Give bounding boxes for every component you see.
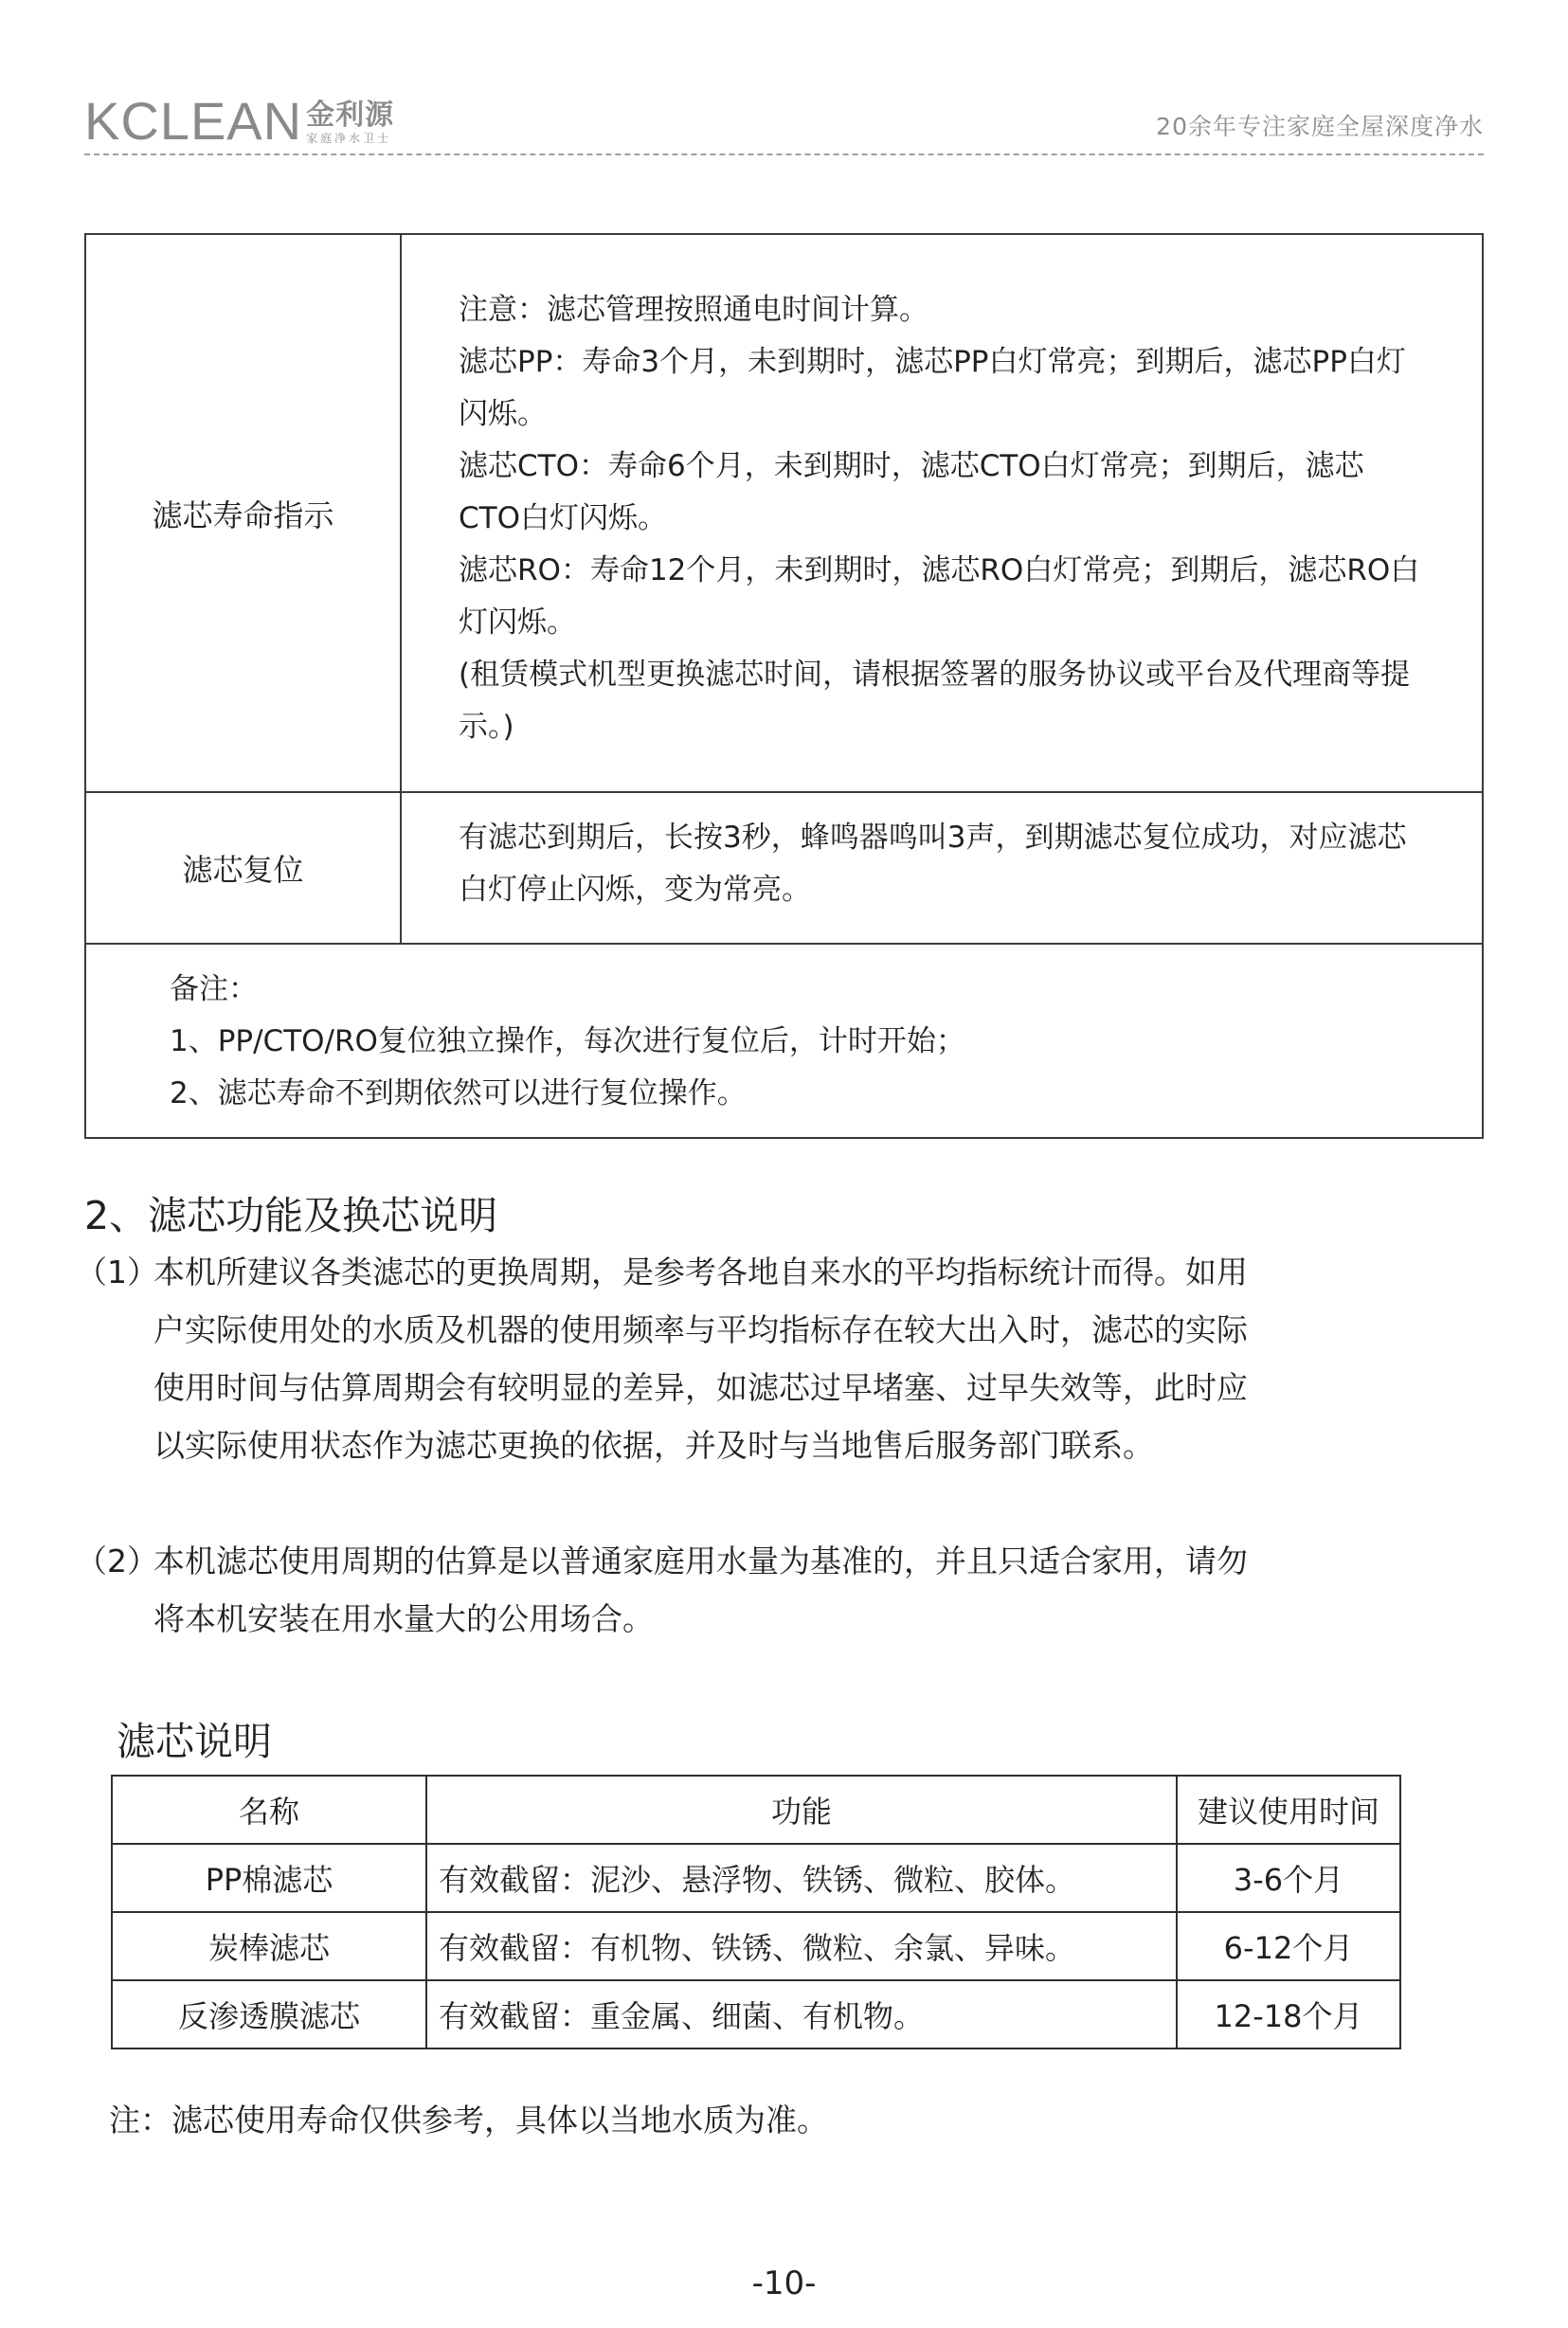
logo-tagline: 家庭净水卫士 bbox=[306, 132, 392, 145]
logo-wordmark: KCLEAN bbox=[84, 91, 303, 151]
logo-chinese-name: 金利源 bbox=[306, 99, 395, 132]
cell-duration: 12-18个月 bbox=[1177, 1980, 1400, 2048]
table-row-reset bbox=[86, 793, 1482, 945]
section-title: 2、滤芯功能及换芯说明 bbox=[84, 1193, 498, 1238]
note-item: 2、滤芯寿命不到期依然可以进行复位操作。 bbox=[170, 1076, 747, 1110]
filter-spec-table bbox=[111, 1775, 1401, 2049]
header-duration: 建议使用时间 bbox=[1177, 1776, 1400, 1844]
content-line: 有滤芯到期后，长按3秒，蜂鸣器鸣叫3声，到期滤芯复位成功，对应滤芯白灯停止闪烁，变为常亮。 bbox=[459, 821, 1407, 907]
cell-function: 有效截留：重金属、细菌、有机物。 bbox=[426, 1980, 1177, 2048]
cell-name: PP棉滤芯 bbox=[112, 1844, 426, 1912]
cell-name: 炭棒滤芯 bbox=[112, 1912, 426, 1980]
table-row-note bbox=[86, 945, 1482, 1137]
paragraph-text: 本机滤芯使用周期的估算是以普通家庭用水量为基准的，并且只适合家用，请勿将本机安装在用水量大的公用场合。 bbox=[153, 1543, 1248, 1637]
content-line: 滤芯PP：寿命3个月，未到期时，滤芯PP白灯常亮；到期后，滤芯PP白灯闪烁。 bbox=[459, 345, 1406, 431]
content-line: 滤芯RO：寿命12个月，未到期时，滤芯RO白灯常亮；到期后，滤芯RO白灯闪烁。 bbox=[459, 553, 1420, 640]
header-divider bbox=[84, 153, 1484, 155]
logo-chinese bbox=[306, 100, 394, 146]
page-number: -10- bbox=[751, 2265, 817, 2302]
row-label: 滤芯寿命指示 bbox=[86, 235, 402, 791]
filter-table-title: 滤芯说明 bbox=[117, 1719, 272, 1764]
paragraph-2 bbox=[76, 1532, 1270, 1648]
table-row bbox=[112, 1844, 1400, 1912]
note-title: 备注： bbox=[170, 972, 258, 1006]
header-slogan: 20余年专注家庭全屋深度净水 bbox=[1156, 113, 1484, 140]
row-label: 滤芯复位 bbox=[86, 793, 402, 943]
table-row bbox=[112, 1980, 1400, 2048]
footnote: 注：滤芯使用寿命仅供参考，具体以当地水质为准。 bbox=[109, 2102, 828, 2139]
table-row bbox=[112, 1912, 1400, 1980]
row-content bbox=[402, 235, 1482, 791]
note-content bbox=[86, 945, 965, 1137]
paragraph-1 bbox=[76, 1243, 1270, 1474]
cell-function: 有效截留：泥沙、悬浮物、铁锈、微粒、胶体。 bbox=[426, 1844, 1177, 1912]
content-line: (租赁模式机型更换滤芯时间，请根据签署的服务协议或平台及代理商等提示。) bbox=[459, 658, 1411, 744]
header-function: 功能 bbox=[426, 1776, 1177, 1844]
cell-function: 有效截留：有机物、铁锈、微粒、余氯、异味。 bbox=[426, 1912, 1177, 1980]
brand-logo bbox=[84, 80, 395, 151]
cell-name: 反渗透膜滤芯 bbox=[112, 1980, 426, 2048]
filter-indicator-table bbox=[84, 233, 1484, 1139]
cell-duration: 3-6个月 bbox=[1177, 1844, 1400, 1912]
table-row-life-indicator bbox=[86, 235, 1482, 793]
note-item: 1、PP/CTO/RO复位独立操作，每次进行复位后，计时开始； bbox=[170, 1024, 965, 1058]
paragraph-text: 本机所建议各类滤芯的更换周期，是参考各地自来水的平均指标统计而得。如用户实际使用处的水质及机器的使用频率与平均指标存在较大出入时，滤芯的实际使用时间与估算周期会有较明显的差异，如滤芯过早堵塞、过早失效等，此时应以实际使用状态作为滤芯更换的依据，并及时与当地售后服务部门联系。 bbox=[153, 1254, 1248, 1464]
cell-duration: 6-12个月 bbox=[1177, 1912, 1400, 1980]
table-header-row bbox=[112, 1776, 1400, 1844]
paragraph-number: （1） bbox=[76, 1254, 158, 1290]
header-name: 名称 bbox=[112, 1776, 426, 1844]
row-content bbox=[402, 793, 1482, 943]
content-line: 注意：滤芯管理按照通电时间计算。 bbox=[459, 293, 928, 327]
paragraph-number: （2） bbox=[76, 1543, 158, 1579]
content-line: 滤芯CTO：寿命6个月，未到期时，滤芯CTO白灯常亮；到期后，滤芯CTO白灯闪烁。 bbox=[459, 449, 1364, 535]
